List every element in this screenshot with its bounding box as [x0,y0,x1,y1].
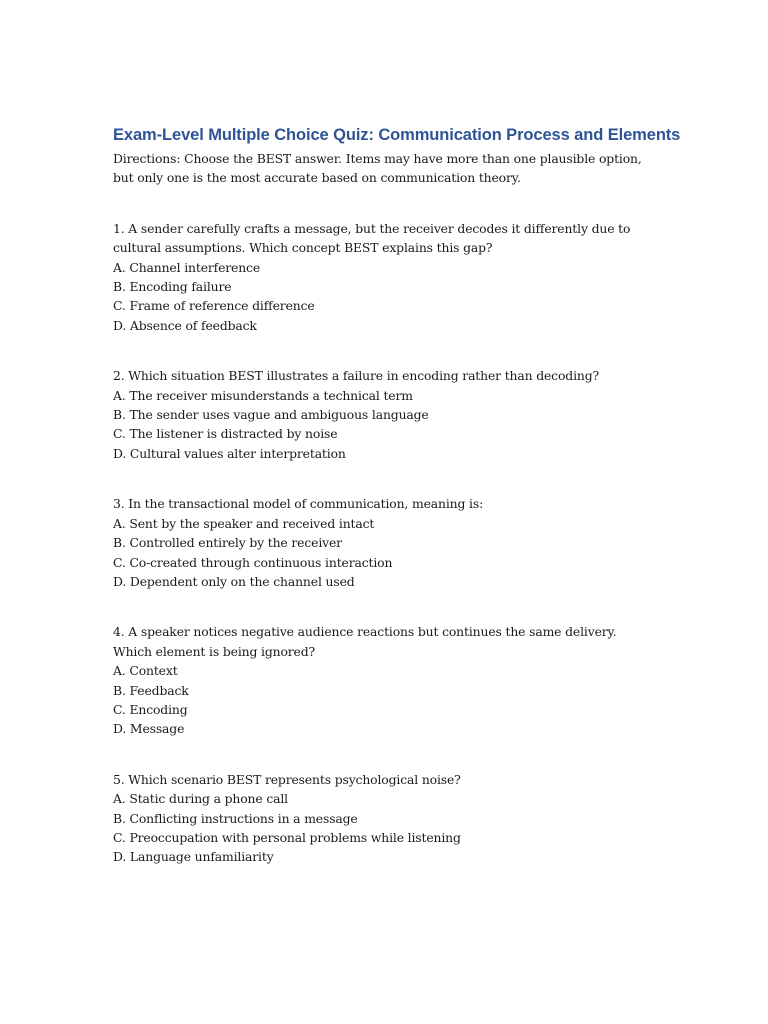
answer-option: B. Controlled entirely by the receiver [113,535,342,551]
answer-option: C. Preoccupation with personal problems while listening [113,829,461,845]
answer-option: D. Message [113,721,185,737]
document-body [113,124,681,867]
answer-option: C. Frame of reference difference [113,298,315,314]
answer-option: A. Context [113,663,178,679]
answer-option: C. Encoding [113,701,188,717]
answer-option: D. Absence of feedback [113,317,257,333]
answer-option: B. Encoding failure [113,279,232,295]
question-stem: 2. Which situation BEST illustrates a failure in encoding rather than decoding? [113,368,599,384]
answer-option: B. Feedback [113,682,189,698]
answer-option: D. Cultural values alter interpretation [113,445,346,461]
answer-option: C. Co-created through continuous interaction [113,554,393,570]
question-stem: 1. A sender carefully crafts a message, but the receiver decodes it differently due to cultural assumptions. Which concept BEST explains this gap? [113,220,631,256]
answer-option: D. Language unfamiliarity [113,849,274,865]
question-2 [113,366,658,463]
answer-option: B. Conflicting instructions in a message [113,810,358,826]
answer-option: A. Static during a phone call [113,791,288,807]
answer-option: A. The receiver misunderstands a technical term [113,387,413,403]
answer-option: A. Sent by the speaker and received intact [113,515,375,531]
question-5 [113,770,658,867]
answer-option: C. The listener is distracted by noise [113,426,338,442]
question-stem: 5. Which scenario BEST represents psychological noise? [113,771,461,787]
question-4 [113,622,658,738]
answer-option: B. The sender uses vague and ambiguous language [113,407,429,423]
question-stem: 3. In the transactional model of communication, meaning is: [113,496,484,512]
question-3 [113,494,658,591]
answer-option: A. Channel interference [113,259,261,275]
document-title: Exam-Level Multiple Choice Quiz: Communication Process and Elements [113,126,681,144]
directions-text: Directions: Choose the BEST answer. Items may have more than one plausible option, but only one is the most accurate based on communication theory. [113,151,642,186]
question-1 [113,219,658,335]
question-stem: 4. A speaker notices negative audience reactions but continues the same delivery. Which element is being ignored? [113,624,617,659]
answer-option: D. Dependent only on the channel used [113,573,355,589]
